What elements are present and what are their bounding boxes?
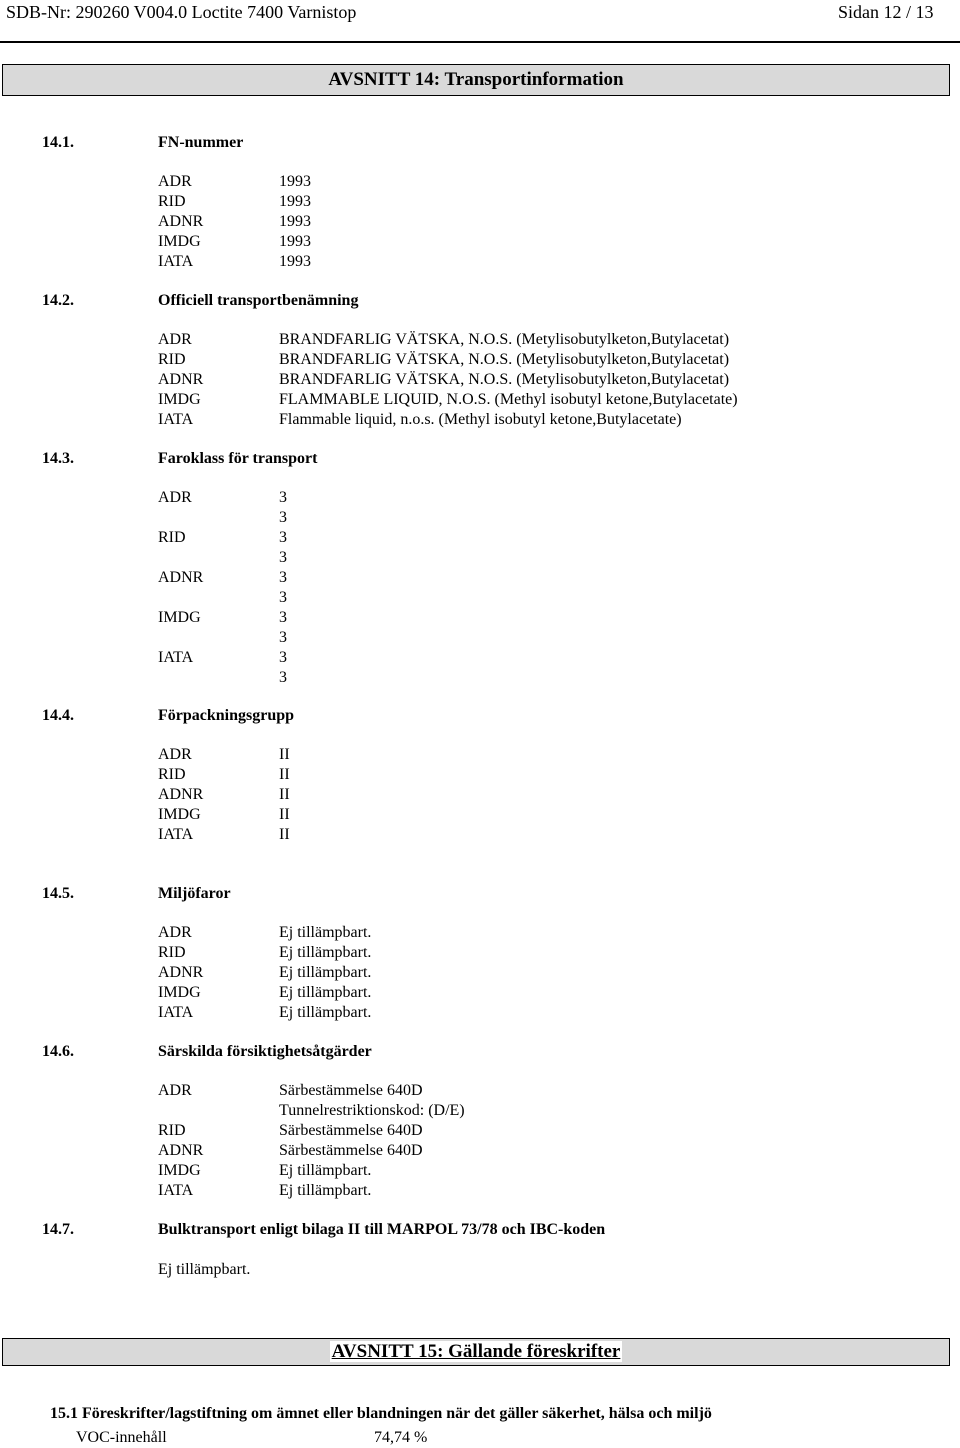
s14-1-mode-adnr: ADNR [158, 213, 204, 230]
s14-5-mode-adr: ADR [158, 924, 192, 941]
s14-6-title: Särskilda försiktighetsåtgärder [158, 1043, 372, 1060]
s14-7-text: Ej tillämpbart. [158, 1261, 251, 1278]
s14-3-mode-rid: RID [158, 529, 186, 546]
s14-7-number: 14.7. [42, 1221, 74, 1238]
s14-2-mode-adr: ADR [158, 331, 192, 348]
s14-3-mode-adr: ADR [158, 489, 192, 506]
s14-6-number: 14.6. [42, 1043, 74, 1060]
s14-3-number: 14.3. [42, 450, 74, 467]
s14-2-title: Officiell transportbenämning [158, 292, 359, 309]
s14-1-mode-imdg: IMDG [158, 233, 201, 250]
s14-6-mode-adnr: ADNR [158, 1142, 204, 1159]
s14-5-value-adr: Ej tillämpbart. [279, 924, 372, 941]
s14-3-mode-adnr: ADNR [158, 569, 204, 586]
s14-1-mode-rid: RID [158, 193, 186, 210]
s14-6-mode-iata: IATA [158, 1182, 194, 1199]
section-14-banner [2, 64, 950, 96]
s14-4-mode-adnr: ADNR [158, 786, 204, 803]
s14-4-value-imdg: II [279, 806, 290, 823]
s14-1-mode-iata: IATA [158, 253, 194, 270]
s14-4-value-iata: II [279, 826, 290, 843]
s14-2-mode-iata: IATA [158, 411, 194, 428]
s14-3-value-rid-1: 3 [279, 529, 287, 546]
header-doc-info: SDB-Nr: 290260 V004.0 Loctite 7400 Varnistop [6, 2, 357, 22]
s14-3-value-rid-2: 3 [279, 549, 287, 566]
s14-3-value-imdg-1: 3 [279, 609, 287, 626]
s14-4-value-adr: II [279, 746, 290, 763]
s14-3-value-iata-1: 3 [279, 649, 287, 666]
voc-value: 74,74 % [374, 1429, 428, 1446]
s14-6-adr-value-1: Särbestämmelse 640D [279, 1082, 423, 1099]
s14-2-mode-imdg: IMDG [158, 391, 201, 408]
s14-1-value-imdg: 1993 [279, 233, 311, 250]
s14-3-value-adr-1: 3 [279, 489, 287, 506]
header-page-number: Sidan 12 / 13 [838, 2, 934, 22]
section-15-title: AVSNITT 15: Gällande föreskrifter [331, 1341, 621, 1362]
s14-5-mode-rid: RID [158, 944, 186, 961]
s14-5-mode-iata: IATA [158, 1004, 194, 1021]
s14-4-value-adnr: II [279, 786, 290, 803]
s14-6-mode-rid: RID [158, 1122, 186, 1139]
s14-2-mode-rid: RID [158, 351, 186, 368]
s14-4-value-rid: II [279, 766, 290, 783]
s14-2-value-imdg: FLAMMABLE LIQUID, N.O.S. (Methyl isobutyl ketone,Butylacetate) [279, 391, 738, 408]
s14-3-value-iata-2: 3 [279, 669, 287, 686]
s14-3-value-adr-2: 3 [279, 509, 287, 526]
s14-4-mode-rid: RID [158, 766, 186, 783]
s14-3-value-adnr-1: 3 [279, 569, 287, 586]
section-15-banner [2, 1338, 950, 1366]
s14-5-title: Miljöfaror [158, 885, 231, 902]
s14-5-value-rid: Ej tillämpbart. [279, 944, 372, 961]
s14-6-value-rid: Särbestämmelse 640D [279, 1122, 423, 1139]
s14-3-value-imdg-2: 3 [279, 629, 287, 646]
s14-4-mode-iata: IATA [158, 826, 194, 843]
s14-4-mode-adr: ADR [158, 746, 192, 763]
s14-5-value-iata: Ej tillämpbart. [279, 1004, 372, 1021]
s14-4-title: Förpackningsgrupp [158, 707, 295, 724]
s14-1-title: FN-nummer [158, 134, 244, 151]
s14-5-number: 14.5. [42, 885, 74, 902]
s14-5-mode-imdg: IMDG [158, 984, 201, 1001]
s14-3-mode-imdg: IMDG [158, 609, 201, 626]
s14-1-number: 14.1. [42, 134, 74, 151]
s14-3-value-adnr-2: 3 [279, 589, 287, 606]
s14-6-mode-imdg: IMDG [158, 1162, 201, 1179]
s14-1-value-adr: 1993 [279, 173, 311, 190]
voc-label: VOC-innehåll [76, 1429, 167, 1446]
s14-3-mode-iata: IATA [158, 649, 194, 666]
s14-2-value-rid: BRANDFARLIG VÄTSKA, N.O.S. (Metylisobutylketon,Butylacetat) [279, 351, 730, 368]
s14-1-mode-adr: ADR [158, 173, 192, 190]
s14-2-value-iata: Flammable liquid, n.o.s. (Methyl isobutyl ketone,Butylacetate) [279, 411, 682, 428]
s14-6-value-iata: Ej tillämpbart. [279, 1182, 372, 1199]
s14-5-value-imdg: Ej tillämpbart. [279, 984, 372, 1001]
s14-5-mode-adnr: ADNR [158, 964, 204, 981]
s14-6-adr-value-2: Tunnelrestriktionskod: (D/E) [279, 1102, 465, 1119]
s14-2-value-adr: BRANDFARLIG VÄTSKA, N.O.S. (Metylisobutylketon,Butylacetat) [279, 331, 730, 348]
s14-1-value-adnr: 1993 [279, 213, 311, 230]
s14-4-number: 14.4. [42, 707, 74, 724]
s14-4-mode-imdg: IMDG [158, 806, 201, 823]
s15-1-title: 15.1 Föreskrifter/lagstiftning om ämnet eller blandningen när det gäller säkerhet, hälsa och miljö [50, 1405, 712, 1422]
s14-7-title: Bulktransport enligt bilaga II till MARPOL 73/78 och IBC-koden [158, 1221, 606, 1238]
header-rule [0, 41, 960, 43]
s14-2-number: 14.2. [42, 292, 74, 309]
s14-3-title: Faroklass för transport [158, 450, 318, 467]
s14-5-value-adnr: Ej tillämpbart. [279, 964, 372, 981]
s14-1-value-iata: 1993 [279, 253, 311, 270]
s14-1-value-rid: 1993 [279, 193, 311, 210]
s14-6-value-imdg: Ej tillämpbart. [279, 1162, 372, 1179]
section-14-title: AVSNITT 14: Transportinformation [328, 69, 624, 90]
s14-6-mode-adr: ADR [158, 1082, 192, 1099]
s14-2-value-adnr: BRANDFARLIG VÄTSKA, N.O.S. (Metylisobutylketon,Butylacetat) [279, 371, 730, 388]
s14-2-mode-adnr: ADNR [158, 371, 204, 388]
s14-6-value-adnr: Särbestämmelse 640D [279, 1142, 423, 1159]
